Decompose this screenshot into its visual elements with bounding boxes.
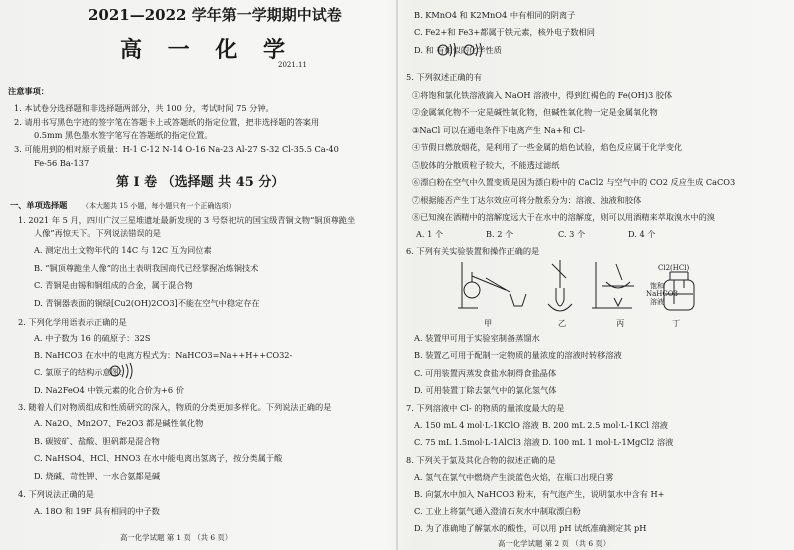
part-title: 第 Ⅰ 卷 （选择题 共 45 分）	[116, 175, 285, 190]
exam-title: 2021—2022 学年第一学期期中试卷	[88, 6, 342, 24]
section-note: （本大题共 15 小题，每小题只有一个正确选项）	[82, 202, 236, 210]
q4-option-d: D. 和 有相似的化学性质	[414, 45, 502, 55]
chlorine-atom-diagram	[108, 362, 134, 380]
q3-option-c: C. NaHSO4、HCl、HNO3 在水中能电离出氢离子，按分类属于酸	[34, 453, 283, 463]
q4-option-b: B. KMnO4 和 K2MnO4 中有相同的阴离子	[414, 10, 576, 20]
q5-option-c: C. 3 个	[558, 229, 586, 239]
q3-option-d: D. 烧碱、苛性钾、一水合氨都是碱	[34, 471, 161, 481]
q7-option-d: D. 100 mL 1 mol·L-1MgCl2 溶液	[542, 437, 674, 447]
q8-option-d: D. 为了准确地了解氯水的酸性，可以用 pH 试纸准确测定其 pH	[414, 523, 647, 533]
q6-option-c: C. 可用装置丙蒸发食盐水制得食盐晶体	[414, 368, 557, 378]
note-line: 2. 请用书写黑色字迹的签字笔在答题卡上或答题纸的指定位置，把非选择题的答案用	[14, 117, 320, 127]
q7-option-b: B. 200 mL 2.5 mol·L-1KCl 溶液	[542, 420, 668, 430]
q3-option-b: B. 碳铵矿、盐酸、胆矾都是混合物	[34, 436, 160, 446]
notes-heading: 注意事项：	[8, 86, 49, 96]
q2-option-c: C. 氯原子的结构示意图：	[34, 367, 128, 377]
q5-item: ①将饱和氯化铁溶液滴入 NaOH 溶液中，得到红褐色的 Fe(OH)3 胶体	[412, 90, 673, 100]
q6-solution-label: 饱和	[650, 282, 664, 290]
q4-stem: 4. 下列说法正确的是	[18, 489, 94, 499]
q3-stem: 3. 随着人们对物质组成和性质研究的深入，物质的分类更加多样化。下列说法正确的是	[18, 402, 332, 412]
q6-figure-label-yi: 乙	[558, 318, 567, 328]
ion-structure-diagrams	[436, 41, 486, 59]
q1-option-b: B. “铜顶尊跪坐人像”的出土表明我国商代已经掌握冶炼铜技术	[34, 263, 259, 273]
note-line: 3. 可能用到的相对原子质量：H-1 C-12 N-14 O-16 Na-23 Al-27 S-32 Cl-35.5 Ca-40	[14, 144, 339, 154]
page-footer: 高一化学试题 第 2 页 （共 6 页）	[498, 539, 611, 548]
q2-option-d: D. Na2FeO4 中铁元素的化合价为+6 价	[34, 385, 184, 395]
q6-figure-label-ding: 丁	[672, 318, 681, 328]
q5-option-a: A. 1 个	[416, 229, 444, 239]
exam-date: 2021.11	[278, 61, 307, 69]
page-fold-divider	[396, 0, 398, 550]
q5-item: ④节假日燃放烟花，是利用了一些金属的焰色试验，焰色反应属于化学变化	[412, 142, 683, 152]
q6-option-a: A. 装置甲可用于实验室制备蒸馏水	[414, 333, 540, 343]
note-line: 1. 本试卷分选择题和非选择题两部分，共 100 分，考试时间 75 分钟。	[14, 103, 274, 113]
q7-option-c: C. 75 mL 1.5mol·L-1AlCl3 溶液	[414, 437, 540, 447]
q4-option-a: A. 18O 和 19F 具有相同的中子数	[34, 506, 160, 516]
q6-option-b: B. 装置乙可用于配制一定物质的量浓度的溶液时转移溶液	[414, 350, 622, 360]
q5-item: ⑥漂白粉在空气中久置变质是因为漂白粉中的 CaCl2 与空气中的 CO2 反应生成 CaCO3	[412, 177, 736, 187]
q8-option-a: A. 氢气在氯气中燃烧产生淡蓝色火焰，在瓶口出现白雾	[414, 472, 614, 482]
page-footer: 高一化学试题 第 1 页 （共 6 页）	[120, 533, 233, 542]
q7-stem: 7. 下列溶液中 Cl- 的物质的量浓度最大的是	[406, 403, 565, 413]
q5-option-b: B. 2 个	[486, 229, 514, 239]
q2-option-a: A. 中子数为 16 的硫原子：32S	[34, 333, 151, 343]
q2-stem: 2. 下列化学用语表示正确的是	[18, 317, 127, 327]
note-line: 0.5mm 黑色墨水签字笔写在答题纸的指定位置。	[34, 130, 213, 140]
q4-option-c: C. Fe2+和 Fe3+都属于铁元素，核外电子数相同	[414, 27, 595, 37]
q5-item: ②金属氧化物不一定是碱性氧化物，但碱性氧化物一定是金属氧化物	[412, 107, 658, 117]
q6-gas-label: Cl2(HCl)	[658, 264, 690, 272]
q5-option-d: D. 4 个	[628, 229, 656, 239]
q6-stem: 6. 下列有关实验装置和操作正确的是	[406, 246, 540, 256]
q2-option-b: B. NaHCO3 在水中的电离方程式为：NaHCO3=Na++H++CO32-	[34, 350, 293, 360]
q1-stem: 1. 2021 年 5 月，四川广汉三星堆遗址最新发现的 3 号祭祀坑的国宝级青铜文物“铜顶尊跪坐	[18, 215, 356, 225]
q5-stem: 5. 下列叙述正确的有	[406, 72, 482, 82]
note-line: Fe-56 Ba-137	[34, 158, 90, 168]
q5-item: ⑧已知溴在酒精中的溶解度远大于在水中的溶解度，则可以用酒精来萃取溴水中的溴	[412, 212, 715, 222]
q8-option-c: C. 工业上将氯气通入澄清石灰水中制取漂白粉	[414, 506, 581, 516]
q5-item: ⑦根据能否产生丁达尔效应可将分散系分为：溶液、浊液和胶体	[412, 195, 642, 205]
subject-title: 高 一 化 学	[120, 37, 294, 63]
q5-item: ③NaCl 可以在通电条件下电离产生 Na+和 Cl-	[412, 125, 586, 135]
q6-solution-label: 溶液	[650, 298, 664, 306]
q1-stem: 人像”再惊天下。下列说法错误的是	[34, 228, 161, 238]
q8-option-b: B. 向氯水中加入 NaHCO3 粉末，有气泡产生，说明氯水中含有 H+	[414, 489, 665, 499]
q1-option-c: C. 青铜是由锡和铜组成的合金，属于混合物	[34, 280, 193, 290]
q6-figure-label-bing: 丙	[616, 318, 625, 328]
q6-option-d: D. 可用装置丁除去氯气中的氯化氢气体	[414, 385, 557, 395]
q6-figure-label-jia: 甲	[484, 318, 493, 328]
q5-item: ⑤胶体的分散质粒子较大，不能透过滤纸	[412, 160, 560, 170]
q1-option-a: A. 测定出土文物年代的 14C 与 12C 互为同位素	[34, 245, 212, 255]
q8-stem: 8. 下列关于氯及其化合物的叙述正确的是	[406, 455, 556, 465]
q6-solution-label: NaHCO3	[646, 290, 678, 298]
q1-option-d: D. 青铜器表面的铜绿[Cu2(OH)2CO3]不能在空气中稳定存在	[34, 298, 260, 308]
q3-option-a: A. Na2O、Mn2O7、Fe2O3 都是碱性氧化物	[34, 418, 204, 428]
section-heading: 一、单项选择题	[10, 200, 68, 210]
q7-option-a: A. 150 mL 4 mol·L-1KClO 溶液	[414, 420, 539, 430]
